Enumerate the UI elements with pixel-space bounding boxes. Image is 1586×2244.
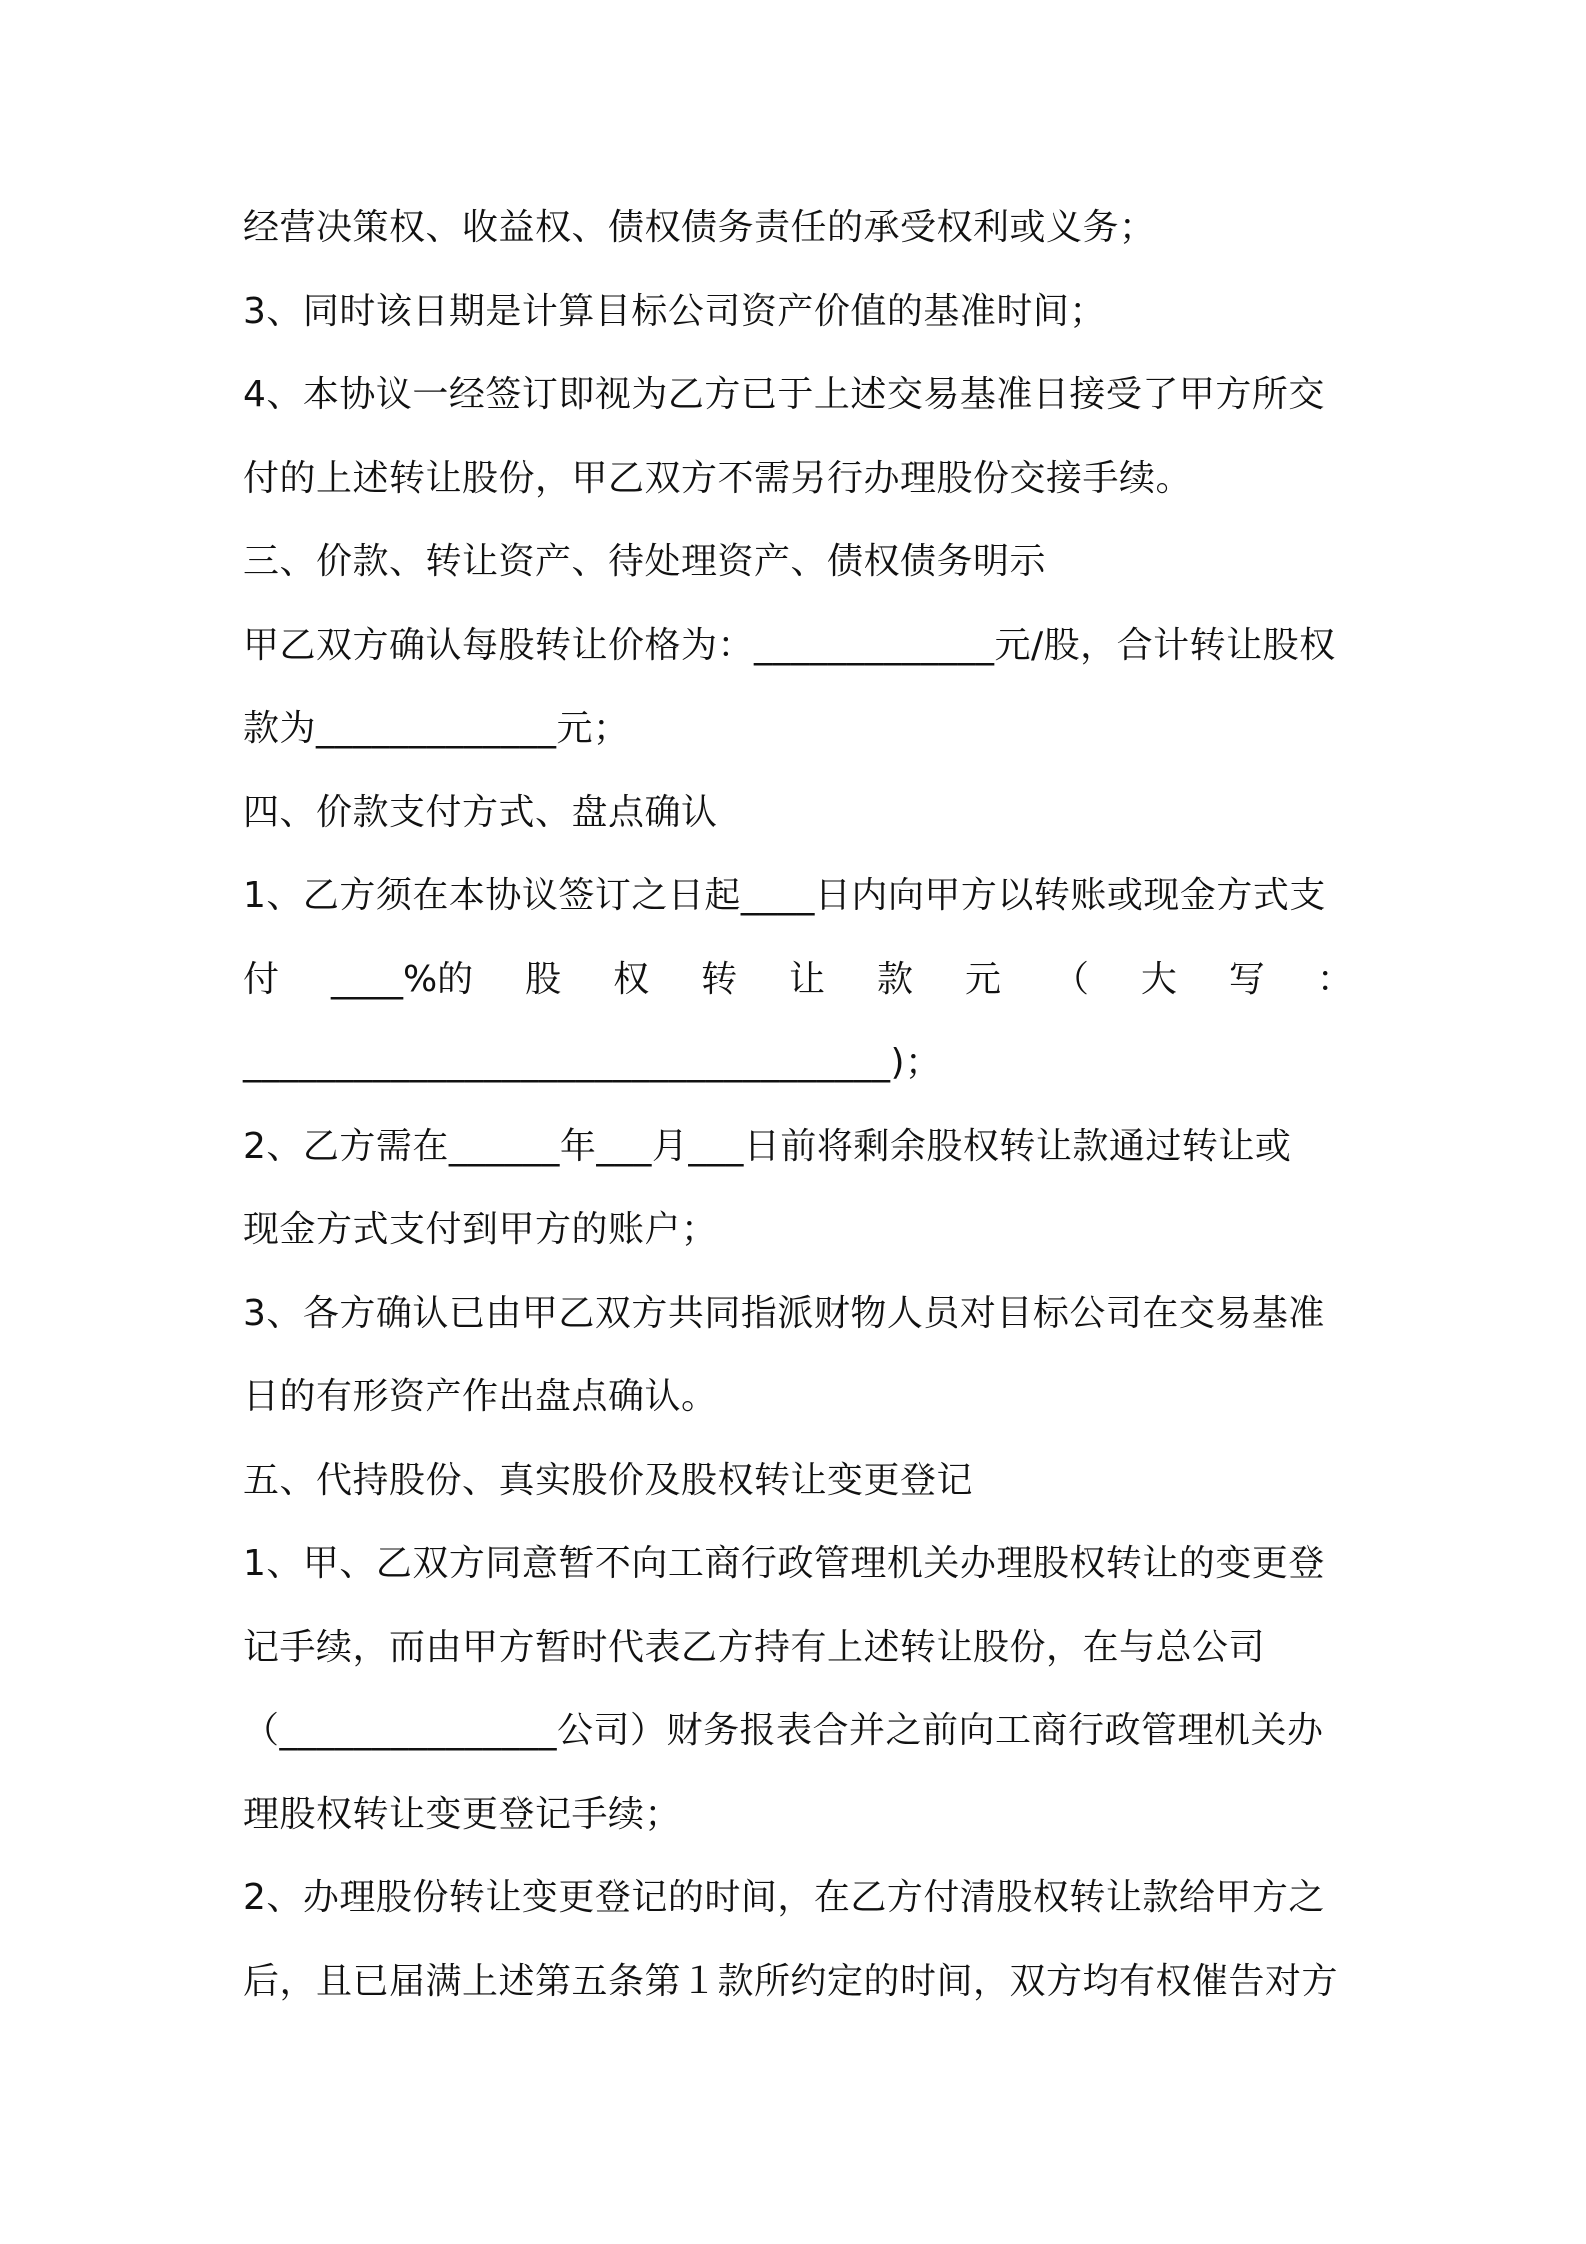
- text-line-justified: [243, 952, 1353, 1036]
- section-heading: 三、价款、转让资产、待处理资产、债权债务明示: [243, 541, 1047, 582]
- text-line: 2、办理股份转让变更登记的时间，在乙方付清股权转让款给甲方之: [243, 1877, 1325, 1918]
- text-fragment: 让: [789, 958, 826, 1000]
- text-line: ___________________________________)；: [243, 1042, 942, 1083]
- text-fragment: 股: [525, 958, 562, 1000]
- text-line: 3、同时该日期是计算目标公司资产价值的基准时间；: [243, 290, 1106, 332]
- text-fragment: 款: [877, 958, 914, 1000]
- text-line: 1、甲、乙双方同意暂不向工商行政管理机关办理股权转让的变更登: [243, 1543, 1325, 1584]
- text-line: 记手续，而由甲方暂时代表乙方持有上述转让股份，在与总公司: [243, 1626, 1266, 1668]
- text-fragment: ____%的: [330, 958, 474, 1000]
- text-line: 2、乙方需在______年___月___日前将剩余股权转让款通过转让或: [243, 1125, 1292, 1167]
- text-fragment: 写: [1228, 958, 1265, 1000]
- text-line: 3、各方确认已由甲乙双方共同指派财物人员对目标公司在交易基准: [243, 1292, 1325, 1334]
- text-fragment: 权: [613, 958, 650, 1000]
- text-fragment: 元: [964, 958, 1001, 1000]
- text-fragment: 大: [1140, 958, 1177, 1000]
- text-fragment: ：: [1316, 958, 1353, 1000]
- document-body: [243, 200, 1353, 2037]
- text-line: 款为_____________元；: [243, 708, 630, 749]
- text-line: 付的上述转让股份，甲乙双方不需另行办理股份交接手续。: [243, 457, 1193, 499]
- text-line: （_______________公司）财务报表合并之前向工商行政管理机关办: [243, 1710, 1324, 1751]
- text-line: 后，且已届满上述第五条第１款所约定的时间，双方均有权催告对方: [243, 1960, 1339, 2002]
- text-fragment: 转: [701, 958, 738, 1000]
- text-fragment: 付: [243, 958, 280, 1000]
- section-heading: 四、价款支付方式、盘点确认: [243, 791, 718, 833]
- text-fragment: （: [1052, 958, 1089, 1000]
- text-line: 甲乙双方确认每股转让价格为：_____________元/股，合计转让股权: [243, 624, 1336, 666]
- section-heading: 五、代持股份、真实股价及股权转让变更登记: [243, 1459, 974, 1501]
- text-line: 日的有形资产作出盘点确认。: [243, 1376, 718, 1417]
- text-line: 现金方式支付到甲方的账户；: [243, 1209, 718, 1250]
- text-line: 4、本协议一经签订即视为乙方已于上述交易基准日接受了甲方所交: [243, 374, 1325, 415]
- text-line: 1、乙方须在本协议签订之日起____日内向甲方以转账或现金方式支: [243, 875, 1326, 916]
- text-line: 经营决策权、收益权、债权债务责任的承受权利或义务；: [243, 207, 1156, 248]
- text-line: 理股权转让变更登记手续；: [243, 1793, 682, 1835]
